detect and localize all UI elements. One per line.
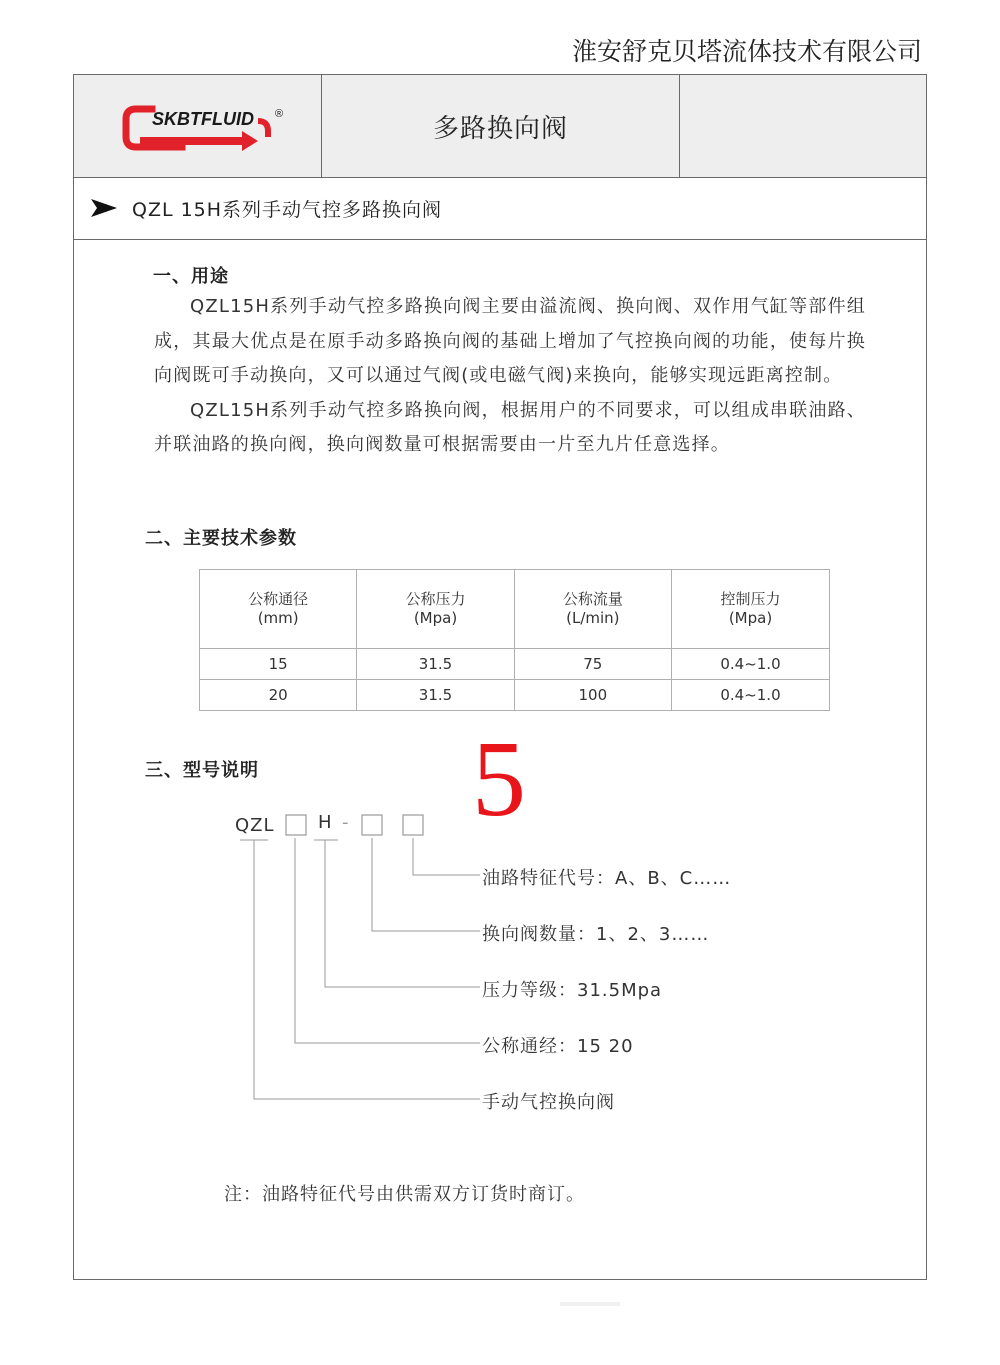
- model-heading: 三、型号说明: [145, 760, 259, 781]
- code-box-diameter: [286, 815, 306, 835]
- label-valve-type: 手动气控换向阀: [482, 1092, 615, 1113]
- label-valve-count: 换向阀数量：1、2、3……: [482, 924, 710, 945]
- table-cell: 0.4~1.0: [671, 680, 829, 711]
- col-header-control-pressure: 控制压力 (Mpa): [671, 570, 829, 649]
- document-title: 多路换向阀: [432, 113, 568, 144]
- overlay-number: 5: [472, 720, 526, 839]
- svg-text:SKBTFLUID: SKBTFLUID: [152, 109, 254, 129]
- usage-heading: 一、用途: [153, 266, 229, 287]
- model-dash: -: [342, 812, 350, 833]
- table-cell: 0.4~1.0: [671, 649, 829, 680]
- code-box-circuit: [403, 815, 423, 835]
- table-cell: 100: [514, 680, 671, 711]
- label-circuit-code: 油路特征代号：A、B、C……: [482, 868, 732, 889]
- col-header-flow: 公称流量 (L/min): [514, 570, 671, 649]
- footnote: 注：油路特征代号由供需双方订货时商订。: [224, 1184, 585, 1205]
- company-name: 淮安舒克贝塔流体技术有限公司: [571, 37, 922, 66]
- table-cell: 31.5: [357, 680, 514, 711]
- table-cell: 20: [200, 680, 357, 711]
- table-cell: 31.5: [357, 649, 514, 680]
- usage-paragraph-1: QZL15H系列手动气控多路换向阀主要由溢流阀、换向阀、双作用气缸等部件组成，其最大优点是在原手动多路换向阀的基础上增加了气控换向阀的功能，使每片换向阀既可手动换向，又可以通过气阀(或电磁气阀)来换向，能够实现远距离控制。: [154, 296, 866, 387]
- model-middle: H: [318, 812, 333, 833]
- col-header-pressure: 公称压力 (Mpa): [357, 570, 514, 649]
- params-heading: 二、主要技术参数: [145, 528, 297, 549]
- table-cell: 15: [200, 649, 357, 680]
- table-cell: 75: [514, 649, 671, 680]
- product-subtitle: QZL 15H系列手动气控多路换向阀: [132, 198, 443, 221]
- faint-mark: [560, 1302, 620, 1306]
- svg-text:®: ®: [275, 108, 284, 120]
- label-nominal-diameter: 公称通经：15 20: [482, 1036, 634, 1057]
- col-header-diameter: 公称通径 (mm): [200, 570, 357, 649]
- code-box-count: [362, 815, 382, 835]
- usage-paragraph-2: QZL15H系列手动气控多路换向阀，根据用户的不同要求，可以组成串联油路、并联油路的换向阀，换向阀数量可根据需要由一片至九片任意选择。: [154, 399, 866, 456]
- model-prefix: QZL: [235, 815, 275, 836]
- label-pressure-grade: 压力等级：31.5Mpa: [482, 980, 663, 1001]
